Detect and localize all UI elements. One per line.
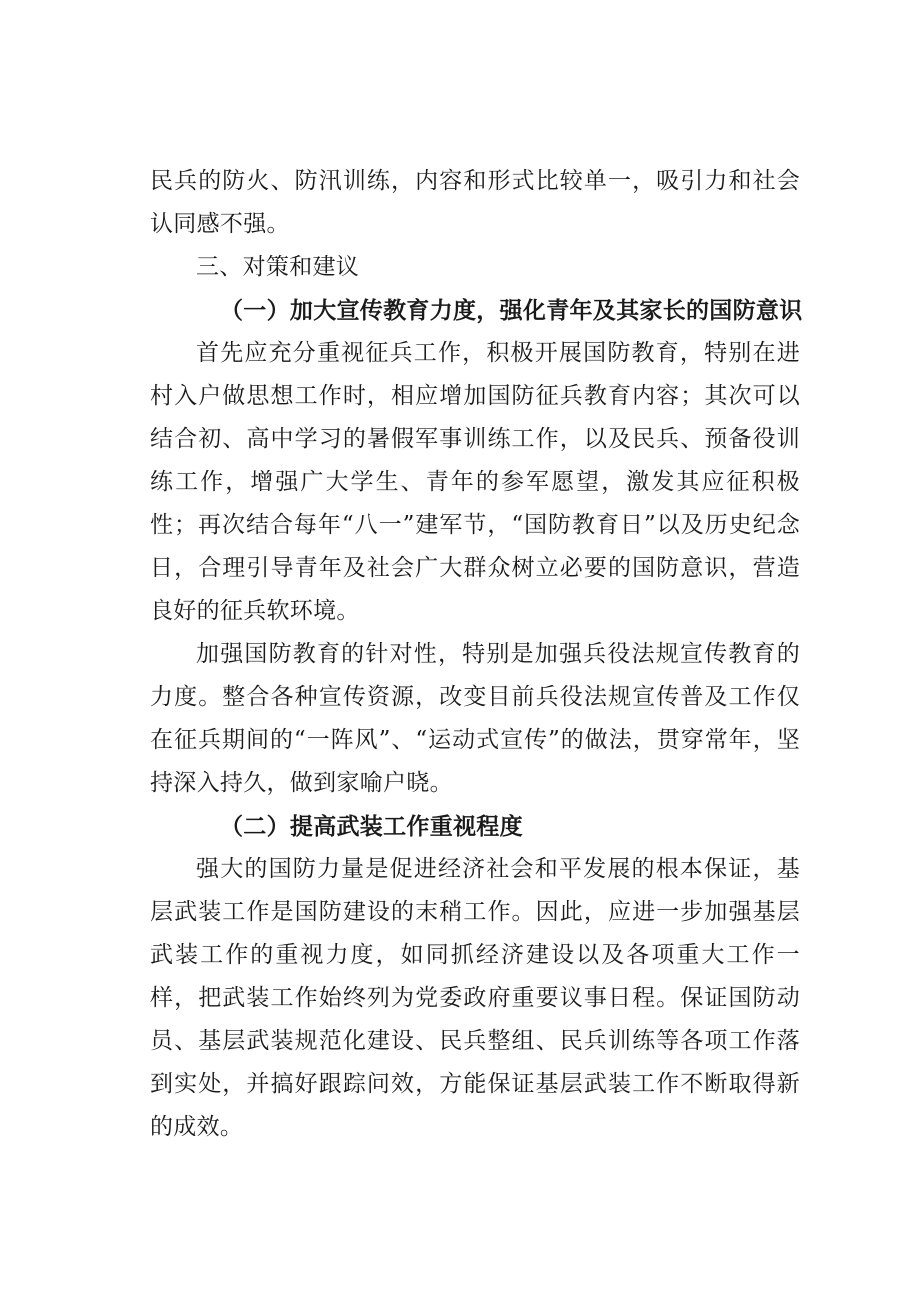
paragraph-military-service-law: 加强国防教育的针对性，特别是加强兵役法规宣传教育的力度。整合各种宣传资源，改变目前兵役法规宣传普及工作仅在征兵期间的“一阵风”、“运动式宣传”的做法，贯穿常年，坚持深入持久，做到家喻户晓。 [150,641,800,796]
document-body [150,160,803,1149]
subheading-armed-forces-work: （二）提高武装工作重视程度 [220,813,523,840]
subheading-publicity-education: （一）加大宣传教育力度，强化青年及其家长的国防意识 [220,297,803,324]
paragraph-national-defense-strength: 强大的国防力量是促进经济社会和平发展的根本保证，基层武装工作是国防建设的末稍工作。因此，应进一步加强基层武装工作的重视力度，如同抓经济建设以及各项重大工作一样，把武装工作始终列为党委政府重要议事日程。保证国防动员、基层武装规范化建设、民兵整组、民兵训练等各项工作落到实处，并搞好跟踪问效，方能保证基层武装工作不断取得新的成效。 [150,856,800,1140]
paragraph-militia-training: 民兵的防火、防汛训练，内容和形式比较单一，吸引力和社会认同感不强。 [150,168,800,237]
section-heading-countermeasures: 三、对策和建议 [196,254,360,280]
paragraph-conscription-education: 首先应充分重视征兵工作，积极开展国防教育，特别在进村入户做思想工作时，相应增加国防征兵教育内容；其次可以结合初、高中学习的暑假军事训练工作，以及民兵、预备役训练工作，增强广大学生、青年的参军愿望，激发其应征积极性；再次结合每年“八一”建军节，“国防教育日”以及历史纪念日，合理引导青年及社会广大群众树立必要的国防意识，营造良好的征兵软环境。 [150,340,800,624]
